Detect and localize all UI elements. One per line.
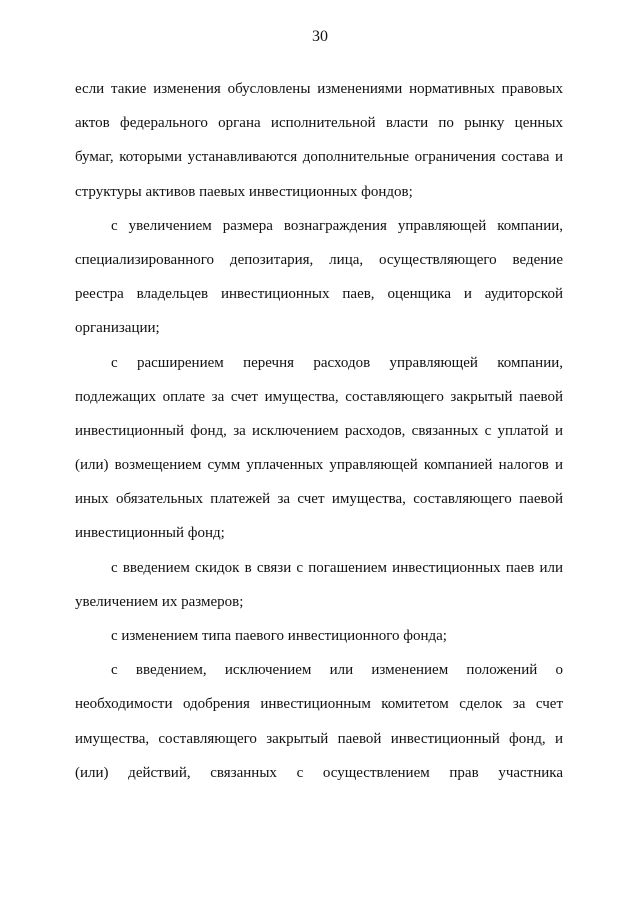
paragraph-1	[75, 72, 563, 209]
text-line: подлежащих оплате за счет имущества, составляющего закрытый паевой	[75, 388, 563, 405]
text-line: актов федерального органа исполнительной власти по рынку ценных	[75, 115, 563, 132]
text-line: структуры активов паевых инвестиционных фондов;	[75, 183, 413, 200]
text-line: с расширением перечня расходов управляющей компании,	[111, 354, 563, 371]
paragraph-5	[75, 619, 563, 653]
text-line: если такие изменения обусловлены изменениями нормативных правовых	[75, 81, 563, 97]
text-line: организации;	[75, 320, 160, 337]
page-number: 30	[312, 28, 328, 45]
text-line: специализированного депозитария, лица, осуществляющего ведение	[75, 251, 563, 268]
paragraph-3	[75, 346, 563, 551]
text-line: (или) возмещением сумм уплаченных управляющей компанией налогов и	[75, 457, 563, 474]
text-line: реестра владельцев инвестиционных паев, оценщика и аудиторской	[75, 286, 563, 303]
text-line: бумаг, которыми устанавливаются дополнительные ограничения состава и	[75, 149, 563, 166]
text-line: увеличением их размеров;	[75, 593, 244, 610]
text-line: с введением, исключением или изменением положений о	[111, 662, 563, 679]
paragraph-6	[75, 653, 563, 790]
text-line: с введением скидок в связи с погашением инвестиционных паев или	[111, 559, 563, 576]
text-line: иных обязательных платежей за счет имущества, составляющего паевой	[75, 491, 563, 508]
text-line: необходимости одобрения инвестиционным комитетом сделок за счет	[75, 696, 563, 713]
text-line: с изменением типа паевого инвестиционного фонда;	[111, 628, 447, 644]
paragraph-2	[75, 209, 563, 346]
paragraph-4	[75, 551, 563, 619]
text-line: с увеличением размера вознаграждения управляющей компании,	[111, 217, 563, 234]
text-line: имущества, составляющего закрытый паевой инвестиционный фонд, и	[75, 730, 563, 747]
text-line: инвестиционный фонд, за исключением расходов, связанных с уплатой и	[75, 422, 563, 439]
text-line: инвестиционный фонд;	[75, 525, 225, 542]
text-line: (или) действий, связанных с осуществлением прав участника	[75, 764, 563, 781]
document-body	[75, 72, 563, 790]
